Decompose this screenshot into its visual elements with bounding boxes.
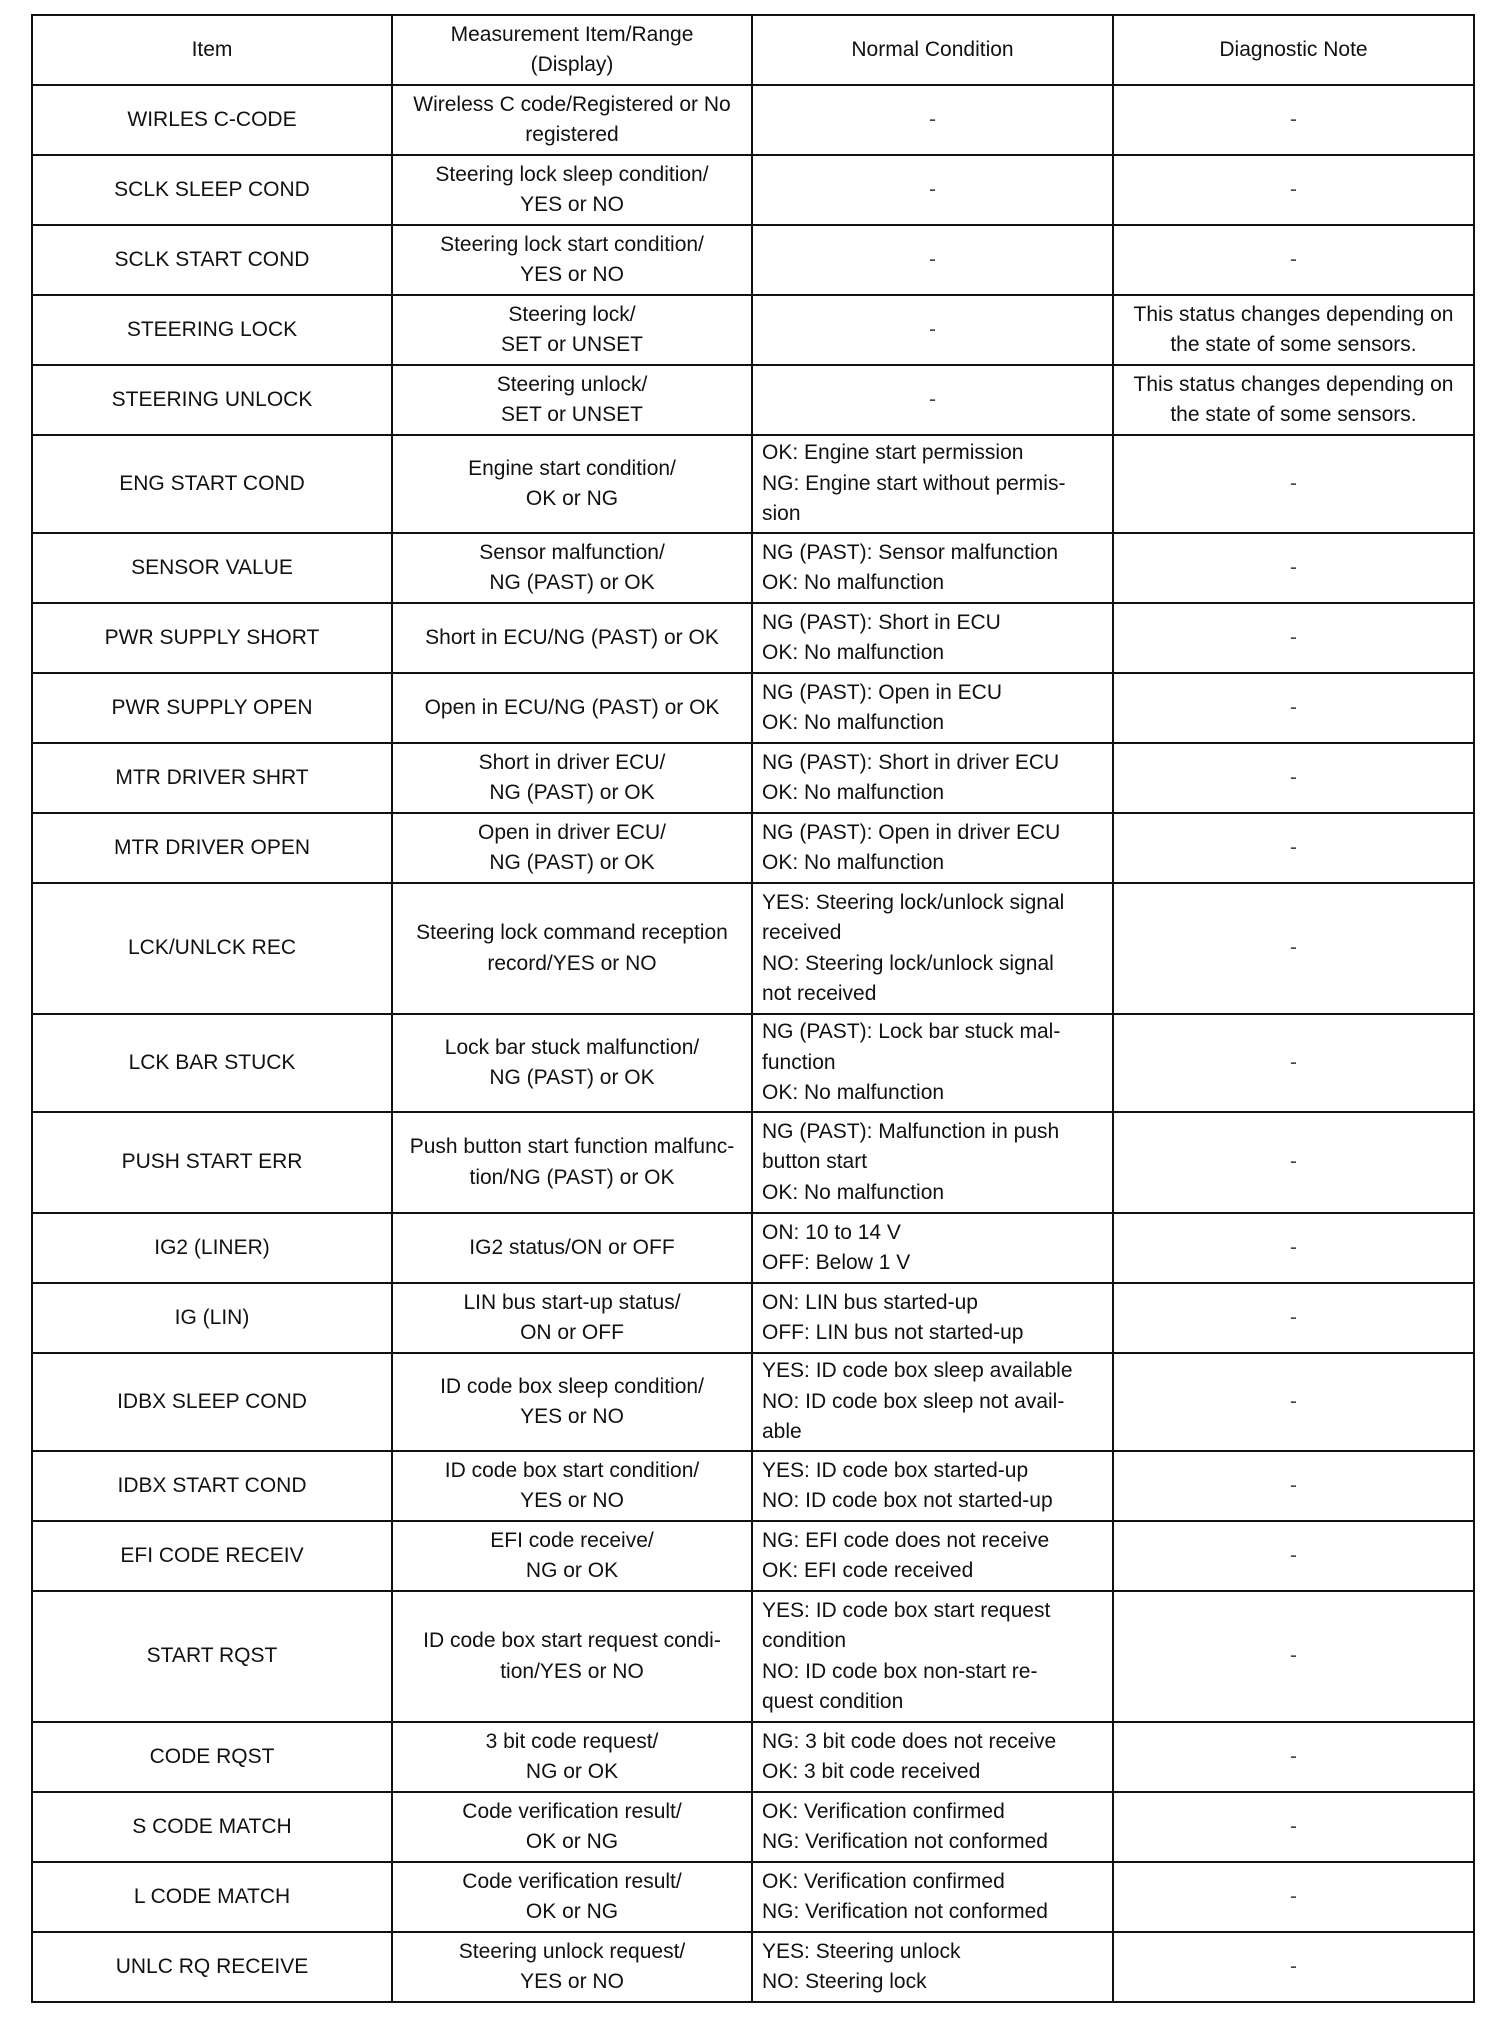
table-row <box>32 1213 1474 1283</box>
cell-normal-condition-line: able <box>762 1420 802 1444</box>
cell-item: IG2 (LINER) <box>32 1213 392 1283</box>
cell-measurement <box>392 365 752 435</box>
cell-measurement <box>392 155 752 225</box>
cell-normal-condition <box>752 603 1113 673</box>
cell-normal-condition <box>752 1014 1113 1112</box>
cell-normal-condition-line: OK: No malfunction <box>762 1180 945 1204</box>
cell-item: STEERING UNLOCK <box>32 365 392 435</box>
cell-measurement <box>392 435 752 533</box>
cell-normal-condition-line: received <box>762 921 842 944</box>
cell-normal-condition <box>752 1521 1113 1591</box>
cell-measurement-line: tion/NG (PAST) or OK <box>469 1165 675 1189</box>
cell-diagnostic-note <box>1113 1591 1474 1722</box>
cell-measurement-line: YES or NO <box>520 263 624 286</box>
cell-measurement-line: Lock bar stuck malfunction/ <box>444 1035 700 1059</box>
header-measurement <box>392 15 752 85</box>
cell-normal-condition-line: ON: 10 to 14 V <box>762 1220 901 1244</box>
cell-diagnostic-note-line: the state of some sensors. <box>1170 333 1417 356</box>
cell-item: MTR DRIVER OPEN <box>32 813 392 883</box>
cell-measurement-line: EFI code receive/ <box>490 1528 654 1552</box>
table-row <box>32 533 1474 603</box>
cell-item: SCLK SLEEP COND <box>32 155 392 225</box>
cell-item: EFI CODE RECEIV <box>32 1521 392 1591</box>
cell-normal-condition <box>752 1112 1113 1213</box>
cell-item: START RQST <box>32 1591 392 1722</box>
cell-normal-condition-line: NO: ID code box non-start re- <box>762 1659 1038 1683</box>
cell-diagnostic-note <box>1113 1283 1474 1353</box>
cell-item: ENG START COND <box>32 435 392 533</box>
cell-measurement-line: Wireless C code/Registered or No <box>413 92 731 116</box>
cell-normal-condition-line: OK: 3 bit code received <box>762 1760 981 1783</box>
cell-measurement-line: ON or OFF <box>520 1321 624 1344</box>
cell-normal-condition <box>752 673 1113 743</box>
cell-normal-condition <box>752 435 1113 533</box>
cell-diagnostic-note-line: - <box>1290 1150 1297 1174</box>
cell-measurement-line: LIN bus start-up status/ <box>463 1290 681 1314</box>
cell-diagnostic-note <box>1113 1353 1474 1451</box>
cell-diagnostic-note <box>1113 85 1474 155</box>
cell-normal-condition-line: ON: LIN bus started-up <box>762 1290 978 1314</box>
cell-measurement-line: Steering unlock request/ <box>458 1939 686 1963</box>
cell-item: S CODE MATCH <box>32 1792 392 1862</box>
cell-diagnostic-note-line: - <box>1290 177 1297 201</box>
cell-measurement <box>392 295 752 365</box>
cell-measurement-line: ID code box sleep condition/ <box>440 1374 704 1398</box>
cell-diagnostic-note <box>1113 155 1474 225</box>
cell-measurement-line: Short in driver ECU/ <box>478 750 666 774</box>
cell-diagnostic-note <box>1113 1213 1474 1283</box>
cell-measurement-line: Code verification result/ <box>462 1799 682 1823</box>
cell-normal-condition <box>752 1353 1113 1451</box>
cell-diagnostic-note-line: - <box>1290 247 1297 271</box>
cell-measurement <box>392 1521 752 1591</box>
cell-normal-condition-line: quest condition <box>762 1690 904 1713</box>
cell-normal-condition-line: NO: Steering lock/unlock signal <box>762 951 1054 975</box>
cell-diagnostic-note <box>1113 1792 1474 1862</box>
cell-diagnostic-note-line: - <box>1290 1744 1297 1768</box>
cell-measurement-line: NG (PAST) or OK <box>489 781 655 804</box>
cell-diagnostic-note-line: - <box>1290 1389 1297 1413</box>
cell-normal-condition-line: condition <box>762 1629 847 1652</box>
table-row <box>32 1353 1474 1451</box>
cell-measurement <box>392 1014 752 1112</box>
table-row <box>32 603 1474 673</box>
table-row <box>32 1283 1474 1353</box>
cell-measurement-line: SET or UNSET <box>501 333 643 356</box>
header-diagnostic-note: Diagnostic Note <box>1113 15 1474 85</box>
header-row <box>32 15 1474 85</box>
cell-item: IG (LIN) <box>32 1283 392 1353</box>
cell-diagnostic-note-line: - <box>1290 695 1297 719</box>
cell-normal-condition <box>752 225 1113 295</box>
cell-item: L CODE MATCH <box>32 1862 392 1932</box>
cell-diagnostic-note <box>1113 533 1474 603</box>
table-row <box>32 365 1474 435</box>
cell-measurement-line: Short in ECU/NG (PAST) or OK <box>425 625 719 649</box>
cell-measurement <box>392 1112 752 1213</box>
cell-diagnostic-note-line: - <box>1290 625 1297 649</box>
cell-measurement-line: Engine start condition/ <box>468 456 676 480</box>
cell-diagnostic-note-line: - <box>1290 835 1297 859</box>
cell-item: PWR SUPPLY SHORT <box>32 603 392 673</box>
cell-normal-condition-line: OK: EFI code received <box>762 1559 974 1582</box>
cell-diagnostic-note <box>1113 883 1474 1014</box>
cell-normal-condition-line: NG (PAST): Open in ECU <box>762 680 1003 704</box>
cell-normal-condition-line: not received <box>762 982 877 1005</box>
cell-normal-condition-line: YES: ID code box sleep available <box>762 1359 1073 1383</box>
cell-normal-condition-line: YES: ID code box start request <box>762 1598 1051 1622</box>
cell-normal-condition-line: NG: 3 bit code does not receive <box>762 1729 1057 1753</box>
cell-diagnostic-note <box>1113 1932 1474 2002</box>
cell-measurement-line: Open in driver ECU/ <box>478 820 666 844</box>
cell-measurement-line: 3 bit code request/ <box>485 1729 659 1753</box>
cell-diagnostic-note-line: - <box>1290 1050 1297 1074</box>
table-row <box>32 883 1474 1014</box>
cell-item: UNLC RQ RECEIVE <box>32 1932 392 2002</box>
cell-normal-condition-line: NG (PAST): Lock bar stuck mal- <box>762 1020 1061 1044</box>
cell-normal-condition-line: NG (PAST): Open in driver ECU <box>762 820 1061 844</box>
cell-measurement-line: YES or NO <box>520 193 624 216</box>
cell-diagnostic-note-line: - <box>1290 107 1297 131</box>
cell-normal-condition-line: - <box>929 387 936 411</box>
cell-measurement <box>392 1722 752 1792</box>
cell-measurement <box>392 1353 752 1451</box>
cell-normal-condition-line: NO: Steering lock <box>762 1970 927 1993</box>
cell-normal-condition <box>752 1932 1113 2002</box>
table-row <box>32 1591 1474 1722</box>
cell-diagnostic-note-line: - <box>1290 555 1297 579</box>
cell-diagnostic-note <box>1113 1014 1474 1112</box>
cell-normal-condition <box>752 813 1113 883</box>
cell-normal-condition <box>752 1792 1113 1862</box>
cell-normal-condition <box>752 533 1113 603</box>
cell-diagnostic-note-line: - <box>1290 1305 1297 1329</box>
table-row <box>32 435 1474 533</box>
cell-normal-condition-line: NG: Verification not conformed <box>762 1830 1048 1853</box>
cell-measurement-line: OK or NG <box>525 487 619 510</box>
cell-normal-condition <box>752 155 1113 225</box>
cell-normal-condition <box>752 1451 1113 1521</box>
table-body <box>32 85 1474 2002</box>
cell-item: CODE RQST <box>32 1722 392 1792</box>
cell-diagnostic-note <box>1113 295 1474 365</box>
cell-normal-condition-line: YES: Steering unlock <box>762 1939 961 1963</box>
cell-diagnostic-note-line: - <box>1290 1644 1297 1668</box>
cell-measurement <box>392 1591 752 1722</box>
cell-normal-condition-line: NO: ID code box not started-up <box>762 1489 1053 1512</box>
cell-normal-condition-line: OK: No malfunction <box>762 641 945 664</box>
cell-diagnostic-note-line: the state of some sensors. <box>1170 403 1417 426</box>
table-row <box>32 85 1474 155</box>
table-row <box>32 1451 1474 1521</box>
cell-normal-condition-line: OK: No malfunction <box>762 711 945 734</box>
cell-normal-condition <box>752 1862 1113 1932</box>
cell-measurement-line: YES or NO <box>520 1405 624 1428</box>
table-row <box>32 1521 1474 1591</box>
cell-normal-condition-line: NG (PAST): Malfunction in push <box>762 1119 1060 1143</box>
header-measurement-line: (Display) <box>530 53 614 76</box>
cell-diagnostic-note <box>1113 1722 1474 1792</box>
cell-normal-condition-line: OFF: LIN bus not started-up <box>762 1321 1024 1344</box>
table-row <box>32 673 1474 743</box>
cell-measurement-line: NG or OK <box>525 1760 619 1783</box>
cell-measurement-line: Steering lock command reception <box>416 921 728 944</box>
cell-normal-condition-line: YES: ID code box started-up <box>762 1458 1029 1482</box>
cell-diagnostic-note <box>1113 1451 1474 1521</box>
cell-measurement-line: Push button start function malfunc- <box>409 1135 735 1158</box>
cell-normal-condition-line: - <box>929 177 936 201</box>
cell-normal-condition <box>752 295 1113 365</box>
diagnostic-data-table <box>31 14 1475 2003</box>
cell-diagnostic-note-line: This status changes depending on <box>1133 372 1454 396</box>
cell-normal-condition <box>752 1591 1113 1722</box>
cell-normal-condition <box>752 743 1113 813</box>
cell-normal-condition-line: NG: Engine start without permis- <box>762 471 1066 495</box>
table-row <box>32 295 1474 365</box>
cell-normal-condition <box>752 883 1113 1014</box>
cell-measurement-line: Steering lock sleep condition/ <box>435 162 709 186</box>
cell-measurement-line: NG (PAST) or OK <box>489 851 655 874</box>
cell-measurement <box>392 1792 752 1862</box>
cell-normal-condition-line: NO: ID code box sleep not avail- <box>762 1389 1065 1413</box>
cell-measurement-line: NG (PAST) or OK <box>489 571 655 594</box>
cell-diagnostic-note-line: - <box>1290 1543 1297 1567</box>
table-row <box>32 1112 1474 1213</box>
cell-normal-condition-line: NG (PAST): Short in driver ECU <box>762 750 1060 774</box>
cell-measurement-line: ID code box start request condi- <box>423 1629 721 1652</box>
table-row <box>32 743 1474 813</box>
cell-normal-condition-line: - <box>929 247 936 271</box>
cell-normal-condition <box>752 365 1113 435</box>
cell-normal-condition-line: NG: Verification not conformed <box>762 1900 1048 1923</box>
cell-normal-condition-line: sion <box>762 502 801 526</box>
cell-diagnostic-note <box>1113 1862 1474 1932</box>
cell-item: STEERING LOCK <box>32 295 392 365</box>
cell-measurement-line: Sensor malfunction/ <box>479 540 665 564</box>
cell-item: WIRLES C-CODE <box>32 85 392 155</box>
cell-measurement-line: Steering unlock/ <box>496 372 648 396</box>
cell-normal-condition-line: NG (PAST): Short in ECU <box>762 610 1001 634</box>
table-row <box>32 813 1474 883</box>
cell-normal-condition-line: OFF: Below 1 V <box>762 1251 911 1274</box>
cell-normal-condition <box>752 85 1113 155</box>
cell-normal-condition-line: OK: Engine start permission <box>762 441 1024 465</box>
cell-item: SCLK START COND <box>32 225 392 295</box>
cell-measurement-line: YES or NO <box>520 1489 624 1512</box>
cell-measurement <box>392 225 752 295</box>
cell-normal-condition <box>752 1283 1113 1353</box>
cell-measurement-line: NG or OK <box>525 1559 619 1582</box>
cell-measurement <box>392 1283 752 1353</box>
cell-normal-condition-line: NG (PAST): Sensor malfunction <box>762 540 1059 564</box>
cell-diagnostic-note-line: - <box>1290 936 1297 960</box>
table-row <box>32 1014 1474 1112</box>
header-normal-condition: Normal Condition <box>752 15 1113 85</box>
cell-diagnostic-note <box>1113 813 1474 883</box>
cell-measurement <box>392 1862 752 1932</box>
cell-item: LCK/UNLCK REC <box>32 883 392 1014</box>
cell-diagnostic-note <box>1113 365 1474 435</box>
cell-diagnostic-note-line: - <box>1290 1235 1297 1259</box>
table-row <box>32 155 1474 225</box>
cell-diagnostic-note-line: - <box>1290 765 1297 789</box>
cell-measurement-line: NG (PAST) or OK <box>489 1066 655 1089</box>
cell-measurement-line: record/YES or NO <box>487 951 657 975</box>
header-item: Item <box>32 15 392 85</box>
cell-diagnostic-note <box>1113 743 1474 813</box>
cell-normal-condition <box>752 1213 1113 1283</box>
table-row <box>32 225 1474 295</box>
table-row <box>32 1722 1474 1792</box>
cell-normal-condition-line: button start <box>762 1150 868 1174</box>
cell-measurement <box>392 603 752 673</box>
cell-diagnostic-note-line: - <box>1290 471 1297 495</box>
table-row <box>32 1792 1474 1862</box>
cell-item: MTR DRIVER SHRT <box>32 743 392 813</box>
cell-item: IDBX SLEEP COND <box>32 1353 392 1451</box>
table-row <box>32 1932 1474 2002</box>
cell-item: IDBX START COND <box>32 1451 392 1521</box>
cell-diagnostic-note-line: - <box>1290 1473 1297 1497</box>
cell-item: LCK BAR STUCK <box>32 1014 392 1112</box>
cell-measurement <box>392 1213 752 1283</box>
cell-measurement-line: Code verification result/ <box>462 1869 682 1893</box>
cell-diagnostic-note <box>1113 1521 1474 1591</box>
cell-measurement <box>392 883 752 1014</box>
cell-measurement-line: OK or NG <box>525 1900 619 1923</box>
cell-measurement-line: Steering lock/ <box>508 302 636 326</box>
table-row <box>32 1862 1474 1932</box>
cell-measurement <box>392 673 752 743</box>
cell-normal-condition-line: OK: No malfunction <box>762 571 945 594</box>
cell-measurement <box>392 1932 752 2002</box>
cell-diagnostic-note-line: - <box>1290 1884 1297 1908</box>
cell-measurement-line: tion/YES or NO <box>500 1659 644 1683</box>
cell-measurement-line: Steering lock start condition/ <box>440 232 704 256</box>
cell-measurement-line: IG2 status/ON or OFF <box>469 1235 675 1259</box>
cell-item: SENSOR VALUE <box>32 533 392 603</box>
cell-normal-condition <box>752 1722 1113 1792</box>
cell-normal-condition-line: OK: Verification confirmed <box>762 1869 1005 1893</box>
cell-diagnostic-note <box>1113 435 1474 533</box>
cell-normal-condition-line: - <box>929 317 936 341</box>
cell-normal-condition-line: NG: EFI code does not receive <box>762 1528 1050 1552</box>
cell-measurement <box>392 85 752 155</box>
cell-measurement-line: OK or NG <box>525 1830 619 1853</box>
cell-normal-condition-line: OK: Verification confirmed <box>762 1799 1005 1823</box>
cell-measurement <box>392 813 752 883</box>
cell-diagnostic-note-line: - <box>1290 1814 1297 1838</box>
cell-normal-condition-line: OK: No malfunction <box>762 1081 945 1105</box>
cell-measurement <box>392 743 752 813</box>
cell-normal-condition-line: YES: Steering lock/unlock signal <box>762 890 1065 914</box>
cell-diagnostic-note <box>1113 1112 1474 1213</box>
cell-normal-condition-line: OK: No malfunction <box>762 851 945 874</box>
cell-diagnostic-note <box>1113 673 1474 743</box>
cell-diagnostic-note <box>1113 225 1474 295</box>
cell-measurement <box>392 1451 752 1521</box>
cell-diagnostic-note-line: This status changes depending on <box>1133 302 1454 326</box>
cell-measurement-line: ID code box start condition/ <box>444 1458 700 1482</box>
cell-normal-condition-line: - <box>929 107 936 131</box>
cell-measurement-line: YES or NO <box>520 1970 624 1993</box>
header-measurement-line: Measurement Item/Range <box>450 22 694 46</box>
cell-measurement-line: SET or UNSET <box>501 403 643 426</box>
cell-item: PUSH START ERR <box>32 1112 392 1213</box>
cell-item: PWR SUPPLY OPEN <box>32 673 392 743</box>
cell-diagnostic-note <box>1113 603 1474 673</box>
cell-measurement-line: registered <box>525 123 619 146</box>
cell-normal-condition-line: function <box>762 1050 836 1074</box>
cell-measurement-line: Open in ECU/NG (PAST) or OK <box>424 695 720 719</box>
cell-measurement <box>392 533 752 603</box>
cell-diagnostic-note-line: - <box>1290 1954 1297 1978</box>
cell-normal-condition-line: OK: No malfunction <box>762 781 945 804</box>
